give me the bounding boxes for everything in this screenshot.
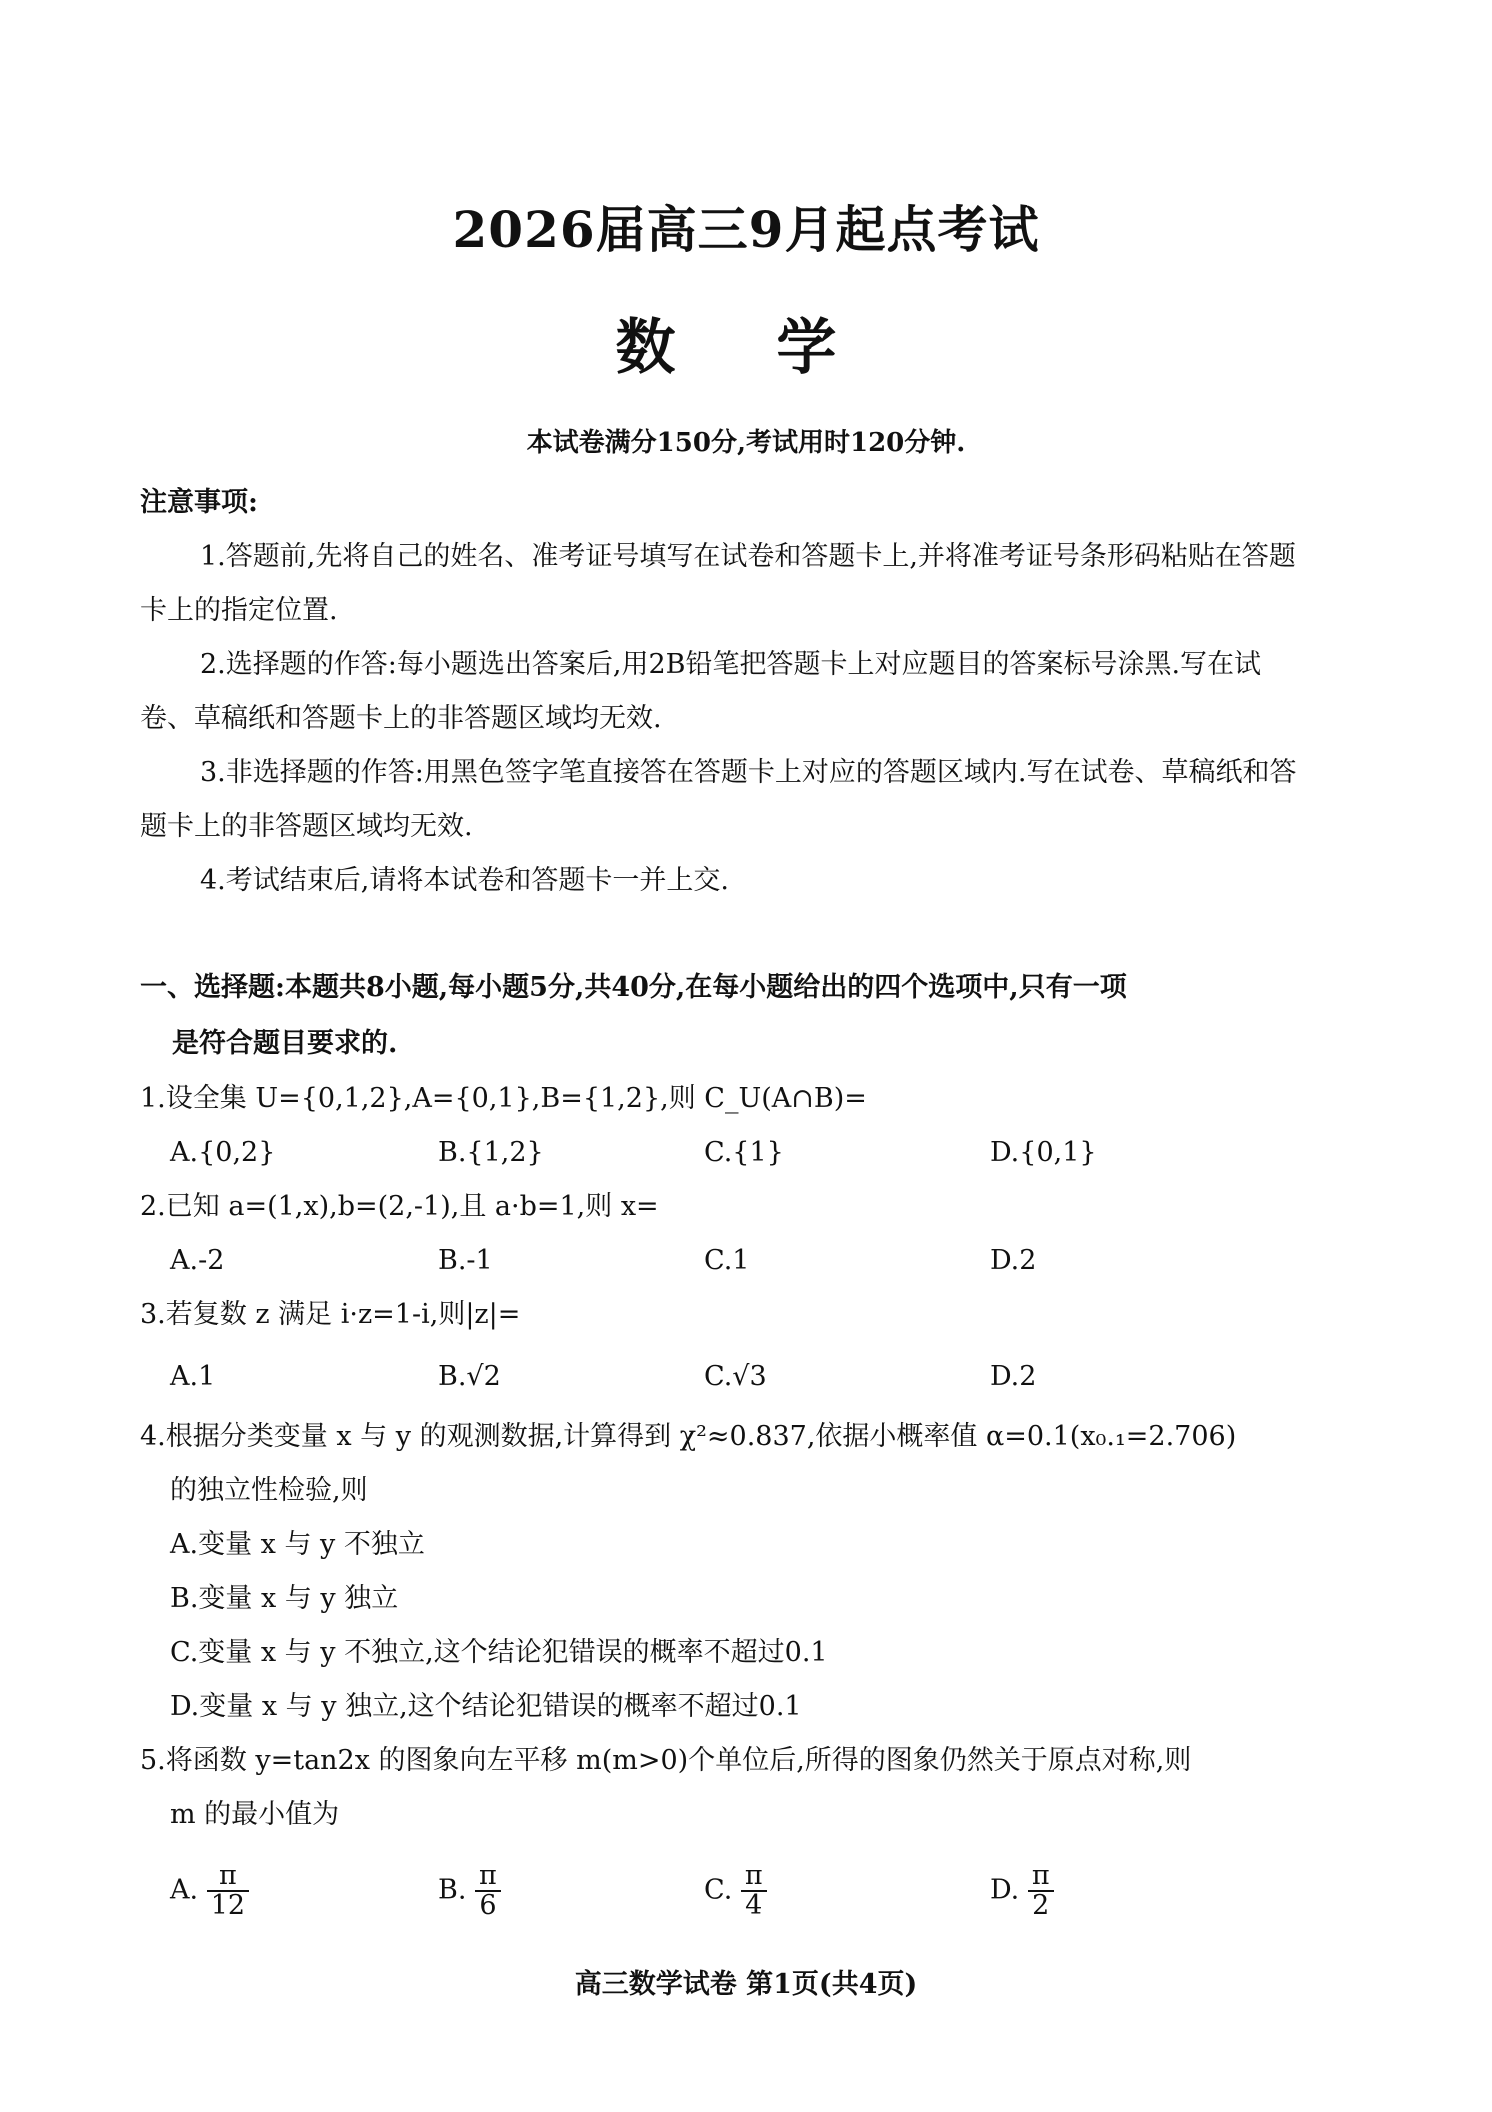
option-c <box>704 1862 767 1920</box>
fraction-denominator: 2 <box>1032 1890 1050 1921</box>
notice-item: 3.非选择题的作答:用黑色签字笔直接答在答题卡上对应的答题区域内.写在试卷、草稿纸和答题卡上的非答题区域均无效. <box>140 757 1297 842</box>
question-5-options <box>170 1862 1290 1932</box>
question-2-stem: 2.已知 a=(1,x),b=(2,-1),且 a·b=1,则 x= <box>140 1191 659 1222</box>
question-5-stem <box>140 1734 1320 1842</box>
question-2-options <box>170 1234 1290 1288</box>
option-a: A.变量 x 与 y 不独立 <box>170 1529 425 1560</box>
option-b: B.-1 <box>438 1245 493 1276</box>
option-a: A.-2 <box>170 1245 225 1276</box>
notice-heading: 注意事项: <box>140 487 258 518</box>
option-d <box>990 1862 1054 1920</box>
option-b: B.√2 <box>438 1361 501 1392</box>
option-c: C.1 <box>704 1245 750 1276</box>
question-3-options <box>170 1350 1290 1404</box>
question-3-stem: 3.若复数 z 满足 i·z=1-i,则|z|= <box>140 1299 521 1330</box>
section-heading <box>140 960 1320 1072</box>
option-letter: A. <box>170 1874 199 1906</box>
option-a <box>170 1862 249 1920</box>
option-d: D.变量 x 与 y 独立,这个结论犯错误的概率不超过0.1 <box>170 1691 802 1722</box>
option-b: B.{1,2} <box>438 1137 544 1168</box>
option-letter: D. <box>990 1874 1020 1906</box>
notice-item: 2.选择题的作答:每小题选出答案后,用2B铅笔把答题卡上对应题目的答案标号涂黑.写在试卷、草稿纸和答题卡上的非答题区域均无效. <box>140 649 1262 734</box>
fraction-numerator: π <box>1028 1862 1054 1892</box>
question-4-stem-line: 4.根据分类变量 x 与 y 的观测数据,计算得到 χ²≈0.837,依据小概率值 α=0.1(x₀.₁=2.706) <box>140 1421 1237 1452</box>
fraction-denominator: 4 <box>745 1890 763 1921</box>
exam-title: 2026届高三9月起点考试 <box>452 200 1040 259</box>
question-1-stem: 1.设全集 U={0,1,2},A={0,1},B={1,2},则 C_U(A∩B)= <box>140 1083 867 1114</box>
fraction <box>207 1862 249 1920</box>
option-d: D.{0,1} <box>990 1137 1097 1168</box>
fraction <box>475 1862 501 1920</box>
question-4-stem <box>140 1410 1320 1518</box>
option-c: C.变量 x 与 y 不独立,这个结论犯错误的概率不超过0.1 <box>170 1637 828 1668</box>
fraction-numerator: π <box>207 1862 249 1892</box>
fraction <box>741 1862 767 1920</box>
fraction-denominator: 6 <box>479 1890 497 1921</box>
section-heading-line: 是符合题目要求的. <box>172 1028 398 1059</box>
option-c: C.√3 <box>704 1361 767 1392</box>
notice-item: 4.考试结束后,请将本试卷和答题卡一并上交. <box>200 865 729 896</box>
question-4-stem-line: 的独立性检验,则 <box>170 1475 368 1506</box>
question-5-stem-line: 5.将函数 y=tan2x 的图象向左平移 m(m>0)个单位后,所得的图象仍然关于原点对称,则 <box>140 1745 1192 1776</box>
fraction-numerator: π <box>741 1862 767 1892</box>
option-a: A.{0,2} <box>170 1137 276 1168</box>
option-b <box>438 1862 501 1920</box>
page-footer: 高三数学试卷 第1页(共4页) <box>574 1969 918 2000</box>
fraction-numerator: π <box>475 1862 501 1892</box>
option-d: D.2 <box>990 1245 1037 1276</box>
option-d: D.2 <box>990 1361 1037 1392</box>
option-b: B.变量 x 与 y 独立 <box>170 1583 399 1614</box>
option-letter: C. <box>704 1874 733 1906</box>
fraction <box>1028 1862 1054 1920</box>
notice-item: 1.答题前,先将自己的姓名、准考证号填写在试卷和答题卡上,并将准考证号条形码粘贴在答题卡上的指定位置. <box>140 541 1296 626</box>
option-a: A.1 <box>170 1361 216 1392</box>
section-heading-line: 一、选择题:本题共8小题,每小题5分,共40分,在每小题给出的四个选项中,只有一项 <box>140 972 1127 1003</box>
option-c: C.{1} <box>704 1137 784 1168</box>
question-1-options <box>170 1126 1290 1180</box>
fraction-denominator: 12 <box>210 1890 246 1921</box>
subject-title: 数 学 <box>615 313 877 383</box>
notice-list <box>140 530 1310 908</box>
exam-info: 本试卷满分150分,考试用时120分钟. <box>526 428 966 458</box>
option-letter: B. <box>438 1874 467 1906</box>
question-5-stem-line: m 的最小值为 <box>170 1799 340 1830</box>
